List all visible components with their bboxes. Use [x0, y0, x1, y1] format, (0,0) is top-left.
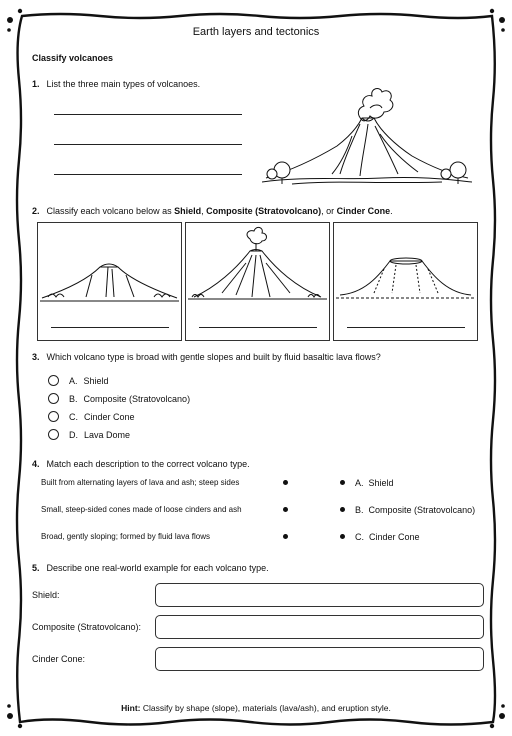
answer-line-1[interactable]: [54, 114, 242, 115]
question-text: Classify each volcano below as: [46, 206, 175, 216]
match-type-b: [355, 505, 475, 515]
question-text: Match each description to the correct volcano type.: [46, 459, 250, 469]
match-dot-left-2[interactable]: [283, 507, 288, 512]
option-a[interactable]: [48, 375, 109, 386]
question-5: [32, 563, 269, 573]
type-letter: B.: [355, 505, 364, 515]
question-2: [32, 206, 393, 216]
match-type-a: [355, 478, 394, 488]
match-dot-right-2[interactable]: [340, 507, 345, 512]
match-description-1: Built from alternating layers of lava and ash; steep sides: [41, 478, 240, 487]
hint: [0, 703, 512, 713]
volcano-picture-3: [333, 222, 478, 341]
radio-circle[interactable]: [48, 375, 59, 386]
separator: , or: [321, 206, 337, 216]
answer-line[interactable]: [199, 327, 317, 328]
section-title: Classify volcanoes: [32, 53, 114, 63]
question-text: Describe one real-world example for each volcano type.: [46, 563, 269, 573]
term-composite: Composite (Stratovolcano): [206, 206, 322, 216]
cinder-cone-example-field[interactable]: [155, 647, 484, 671]
option-label: Cinder Cone: [84, 411, 135, 422]
composite-example-field[interactable]: [155, 615, 484, 639]
field-label-shield: Shield:: [32, 590, 60, 600]
question-number: 4.: [32, 459, 40, 469]
question-1: [32, 79, 200, 89]
composite-volcano-drawing: [186, 225, 329, 315]
match-type-c: [355, 532, 420, 542]
hint-label: Hint:: [121, 703, 141, 713]
answer-line[interactable]: [51, 327, 169, 328]
shield-volcano-drawing: [38, 243, 181, 323]
answer-line-2[interactable]: [54, 144, 242, 145]
separator: ,: [201, 206, 207, 216]
match-description-2: Small, steep-sided cones made of loose cinders and ash: [41, 505, 242, 514]
match-dot-left-3[interactable]: [283, 534, 288, 539]
question-number: 2.: [32, 206, 40, 216]
type-label: Shield: [368, 478, 394, 488]
match-dot-right-1[interactable]: [340, 480, 345, 485]
type-letter: A.: [355, 478, 364, 488]
match-description-3: Broad, gently sloping; formed by fluid lava flows: [41, 532, 210, 541]
shield-example-field[interactable]: [155, 583, 484, 607]
option-letter: A.: [69, 375, 78, 386]
radio-circle[interactable]: [48, 393, 59, 404]
cinder-cone-drawing: [334, 243, 477, 323]
type-label: Cinder Cone: [369, 532, 420, 542]
match-dot-left-1[interactable]: [283, 480, 288, 485]
option-label: Shield: [83, 375, 109, 386]
answer-line-3[interactable]: [54, 174, 242, 175]
field-label-cinder-cone: Cinder Cone:: [32, 654, 86, 664]
volcano-picture-2: [185, 222, 330, 341]
option-d[interactable]: [48, 429, 130, 440]
option-label: Lava Dome: [84, 429, 131, 440]
question-number: 3.: [32, 352, 40, 362]
hint-text: Classify by shape (slope), materials (lava/ash), and eruption style.: [140, 703, 391, 713]
option-c[interactable]: [48, 411, 135, 422]
option-letter: B.: [69, 393, 78, 404]
question-4: [32, 459, 250, 469]
term-cinder-cone: Cinder Cone: [336, 206, 391, 216]
question-text: List the three main types of volcanoes.: [46, 79, 201, 89]
stratovolcano-illustration: [262, 78, 472, 190]
field-label-composite: Composite (Stratovolcano):: [32, 622, 142, 632]
radio-circle[interactable]: [48, 411, 59, 422]
question-3: [32, 352, 381, 362]
option-letter: D.: [69, 429, 78, 440]
question-number: 1.: [32, 79, 40, 89]
answer-line[interactable]: [347, 327, 465, 328]
option-letter: C.: [69, 411, 78, 422]
radio-circle[interactable]: [48, 429, 59, 440]
type-letter: C.: [355, 532, 364, 542]
separator: .: [390, 206, 393, 216]
question-number: 5.: [32, 563, 40, 573]
option-label: Composite (Stratovolcano): [83, 393, 191, 404]
page-title: Earth layers and tectonics: [192, 26, 320, 38]
question-text: Which volcano type is broad with gentle slopes and built by fluid basaltic lava flows?: [46, 352, 381, 362]
volcano-picture-1: [37, 222, 182, 341]
type-label: Composite (Stratovolcano): [368, 505, 476, 515]
term-shield: Shield: [174, 206, 202, 216]
match-dot-right-3[interactable]: [340, 534, 345, 539]
option-b[interactable]: [48, 393, 190, 404]
